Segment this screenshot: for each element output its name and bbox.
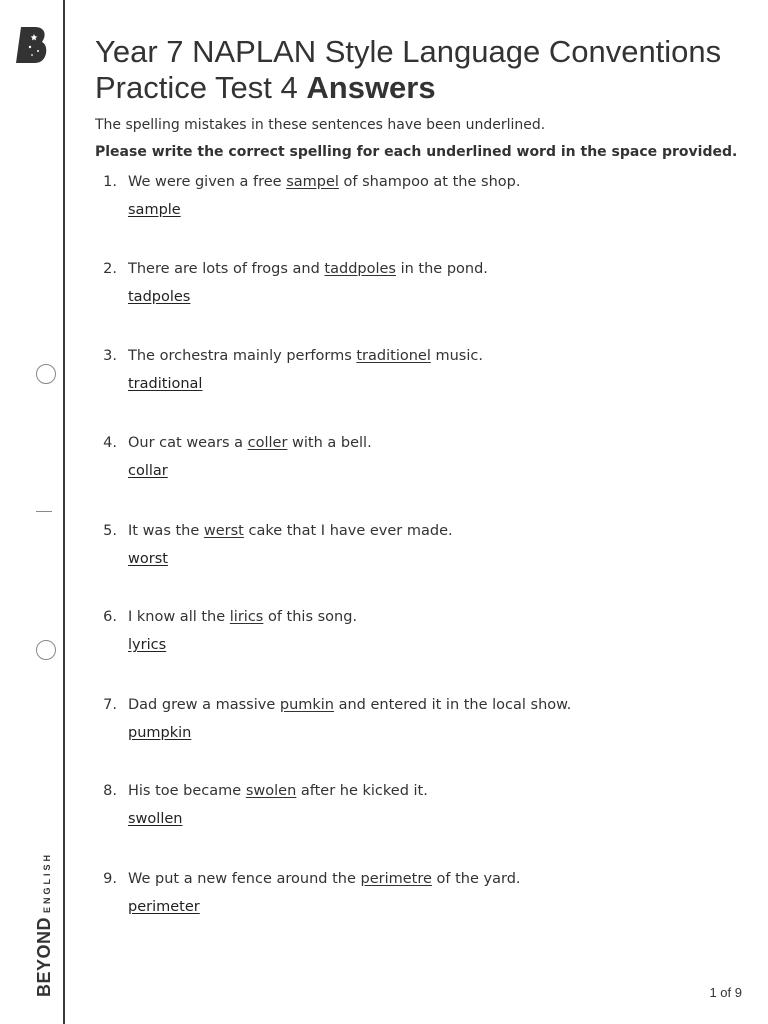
brand-wordmark xyxy=(34,852,55,997)
answer-text: collar xyxy=(128,463,168,479)
question-sentence: We put a new fence around the perimetre of the yard. xyxy=(128,871,521,887)
question-sentence: We were given a free sampel of shampoo at the shop. xyxy=(128,174,521,190)
answer-text: pumpkin xyxy=(128,725,192,741)
misspelled-word: traditionel xyxy=(356,348,431,364)
page-title xyxy=(95,34,745,106)
question-sentence: I know all the lirics of this song. xyxy=(128,609,358,625)
answer-text: perimeter xyxy=(128,899,200,915)
title-emphasis: Answers xyxy=(306,70,436,105)
instruction-text: Please write the correct spelling for each underlined word in the space provided. xyxy=(95,144,738,160)
misspelled-word: perimetre xyxy=(360,871,432,887)
question-number: 8. xyxy=(103,783,117,799)
question-sentence: It was the werst cake that I have ever made. xyxy=(128,523,453,539)
question-number: 4. xyxy=(103,435,117,451)
question-number: 7. xyxy=(103,697,117,713)
beyond-logo-icon xyxy=(15,25,51,65)
margin-rule xyxy=(63,0,65,1024)
misspelled-word: taddpoles xyxy=(324,261,396,277)
misspelled-word: pumkin xyxy=(279,697,334,713)
question-sentence: There are lots of frogs and taddpoles in the pond. xyxy=(128,261,488,277)
misspelled-word: swolen xyxy=(245,783,297,799)
misspelled-word: werst xyxy=(203,523,244,539)
title-text: Year 7 NAPLAN Style Language Conventions Practice Test 4 xyxy=(95,34,722,105)
intro-text: The spelling mistakes in these sentences have been underlined. xyxy=(95,117,546,133)
answer-text: swollen xyxy=(128,811,183,827)
punch-hole-bottom xyxy=(36,640,56,660)
question-number: 6. xyxy=(103,609,117,625)
question-number: 5. xyxy=(103,523,117,539)
brand-name: BEYOND xyxy=(34,916,54,997)
page-number: 1 of 9 xyxy=(709,985,742,1000)
misspelled-word: lirics xyxy=(229,609,264,625)
answer-text: lyrics xyxy=(128,637,167,653)
brand-subname: ENGLISH xyxy=(42,851,52,913)
misspelled-word: sampel xyxy=(286,174,339,190)
answer-text: traditional xyxy=(128,376,203,392)
answer-text: tadpoles xyxy=(128,289,191,305)
question-sentence: His toe became swolen after he kicked it. xyxy=(128,783,428,799)
answer-text: worst xyxy=(128,551,168,567)
answer-text: sample xyxy=(128,202,181,218)
question-sentence: Our cat wears a coller with a bell. xyxy=(128,435,372,451)
question-number: 1. xyxy=(103,174,117,190)
question-sentence: The orchestra mainly performs traditionel music. xyxy=(128,348,483,364)
punch-hole-top xyxy=(36,364,56,384)
fold-mark xyxy=(36,511,52,512)
misspelled-word: coller xyxy=(247,435,288,451)
question-number: 9. xyxy=(103,871,117,887)
question-number: 2. xyxy=(103,261,117,277)
question-sentence: Dad grew a massive pumkin and entered it in the local show. xyxy=(128,697,572,713)
question-number: 3. xyxy=(103,348,117,364)
